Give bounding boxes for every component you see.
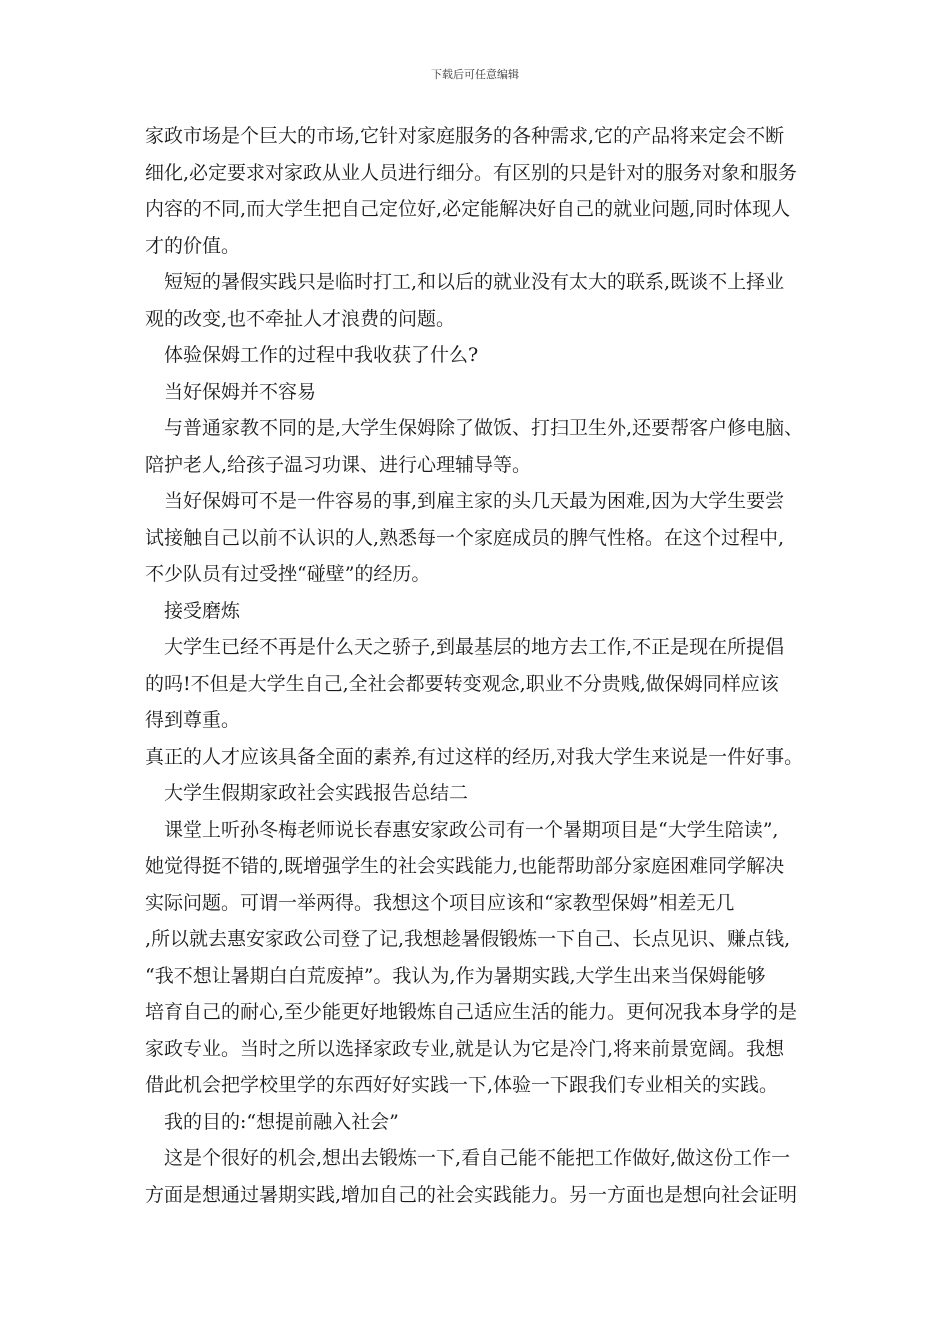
- text-line: 观的改变,也不牵扯人才浪费的问题。: [145, 307, 456, 330]
- text-line: 大学生假期家政社会实践报告总结二: [164, 782, 469, 804]
- text-line: ,所以就去惠安家政公司登了记,我想趁暑假锻炼一下自己、长点见识、赚点钱,: [145, 928, 791, 950]
- text-line: 这是个很好的机会,想出去锻炼一下,看自己能不能把工作做好,做这份工作一: [164, 1147, 791, 1169]
- text-line: 家政市场是个巨大的市场,它针对家庭服务的各种需求,它的产品将来定会不断: [145, 125, 785, 147]
- text-line: 当好保姆可不是一件容易的事,到雇主家的头几天最为困难,因为大学生要尝: [164, 490, 785, 512]
- text-line: 得到尊重。: [145, 709, 241, 731]
- text-line: 她觉得挺不错的,既增强学生的社会实践能力,也能帮助部分家庭困难同学解决: [145, 855, 785, 877]
- text-line: 的吗!不但是大学生自己,全社会都要转变观念,职业不分贵贱,做保姆同样应该: [145, 672, 779, 695]
- text-line: 与普通家教不同的是,大学生保姆除了做饭、打扫卫生外,还要帮客户修电脑、: [164, 417, 804, 439]
- text-line: 培育自己的耐心,至少能更好地锻炼自己适应生活的能力。更何况我本身学的是: [145, 1001, 798, 1023]
- text-line: “我不想让暑期白白荒废掉”。我认为,作为暑期实践,大学生出来当保姆能够: [145, 964, 766, 987]
- text-line: 方面是想通过暑期实践,增加自己的社会实践能力。另一方面也是想向社会证明: [145, 1183, 798, 1206]
- text-line: 当好保姆并不容易: [164, 380, 317, 403]
- text-line: 家政专业。当时之所以选择家政专业,就是认为它是冷门,将来前景宽阔。我想: [145, 1037, 785, 1060]
- text-line: 不少队员有过受挫“碰壁”的经历。: [145, 563, 431, 585]
- text-line: 才的价值。: [145, 234, 241, 257]
- text-line: 借此机会把学校里学的东西好好实践一下,体验一下跟我们专业相关的实践。: [145, 1074, 779, 1096]
- text-line: 大学生已经不再是什么天之骄子,到最基层的地方去工作,不正是现在所提倡: [164, 636, 785, 658]
- text-line: 接受磨炼: [164, 599, 241, 622]
- document-body: [145, 118, 825, 1213]
- text-line: 实际问题。可谓一举两得。我想这个项目应该和“家教型保姆”相差无几: [145, 891, 735, 914]
- text-line: 细化,必定要求对家政从业人员进行细分。有区别的只是针对的服务对象和服务: [145, 161, 798, 184]
- text-line: 陪护老人,给孩子温习功课、进行心理辅导等。: [145, 453, 532, 476]
- text-line: 真正的人才应该具备全面的素养,有过这样的经历,对我大学生来说是一件好事。: [145, 745, 804, 768]
- text-line: 试接触自己以前不认识的人,熟悉每一个家庭成员的脾气性格。在这个过程中,: [145, 526, 785, 549]
- text-line: 体验保姆工作的过程中我收获了什么?: [164, 344, 479, 366]
- text-line: 课堂上听孙冬梅老师说长春惠安家政公司有一个暑期项目是“大学生陪读”,: [164, 818, 779, 841]
- text-line: 短短的暑假实践只是临时打工,和以后的就业没有太大的联系,既谈不上择业: [164, 271, 785, 293]
- page-header: 下载后可任意编辑: [431, 68, 519, 81]
- text-line: 内容的不同,而大学生把自己定位好,必定能解决好自己的就业问题,同时体现人: [145, 198, 791, 220]
- text-line: 我的目的:“想提前融入社会”: [164, 1110, 399, 1133]
